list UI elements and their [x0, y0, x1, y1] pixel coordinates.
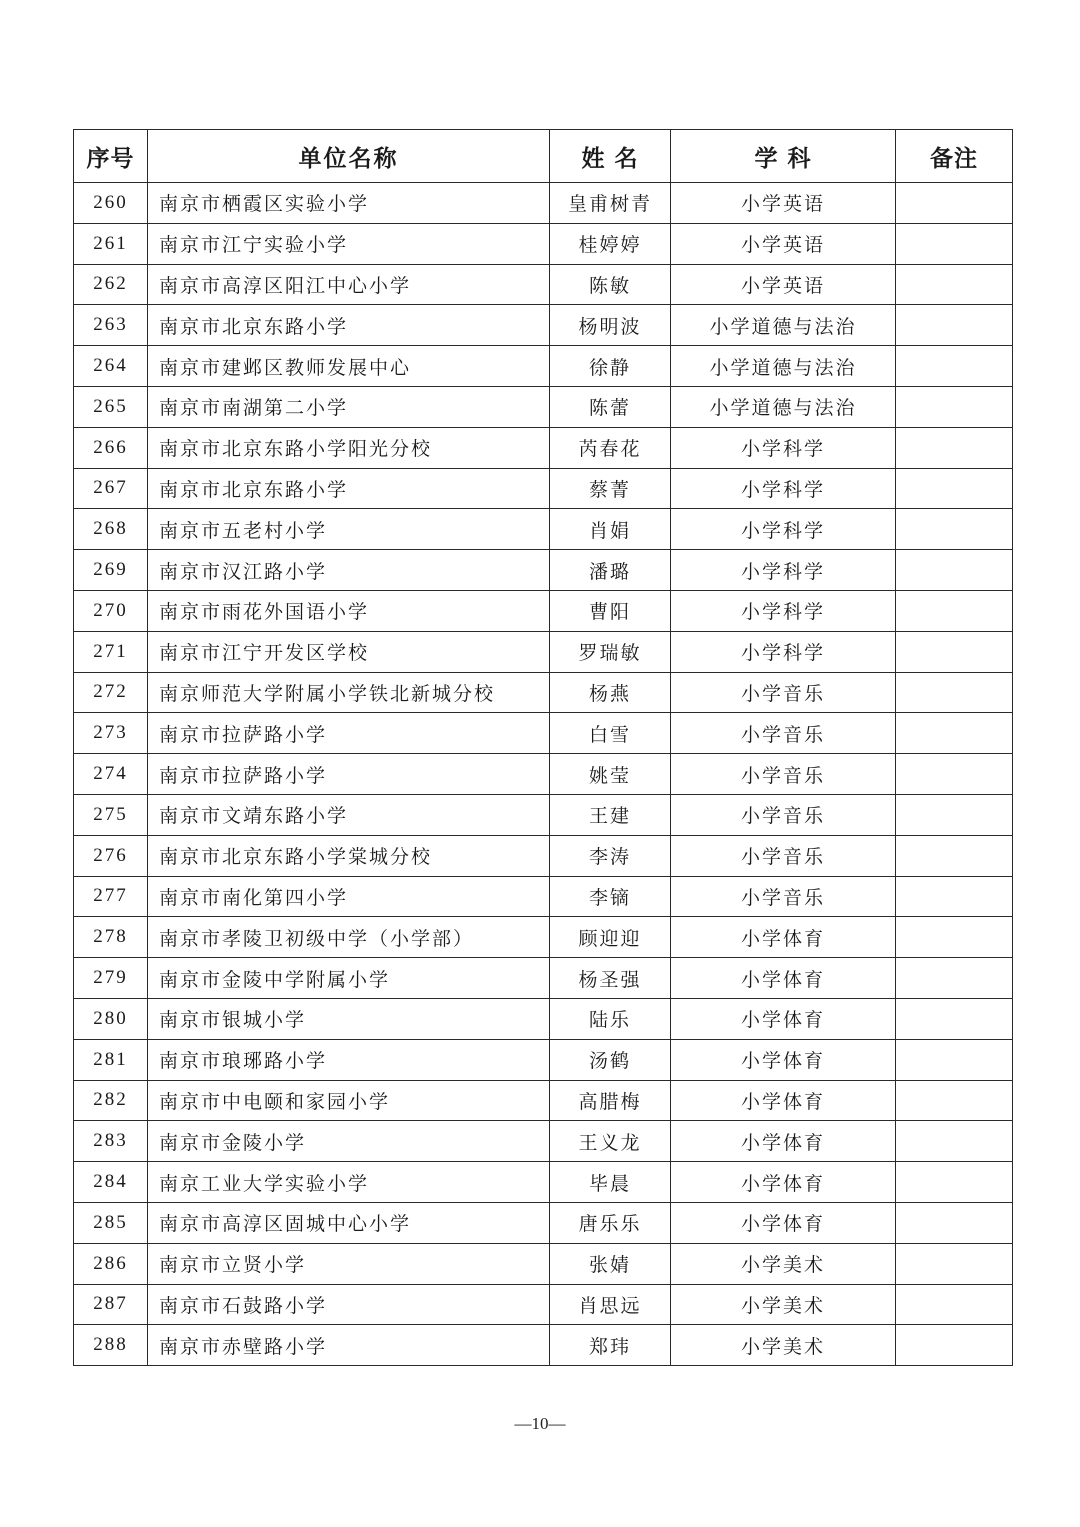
serial-number-cell: 285 [74, 1202, 148, 1243]
table-row [74, 1121, 1013, 1162]
unit-name-cell: 南京工业大学实验小学 [148, 1162, 550, 1203]
serial-number-cell: 274 [74, 754, 148, 795]
subject-cell: 小学美术 [671, 1284, 896, 1325]
unit-name-cell: 南京市建邺区教师发展中心 [148, 346, 550, 387]
subject-cell: 小学科学 [671, 427, 896, 468]
serial-number-cell: 268 [74, 509, 148, 550]
note-cell [896, 264, 1013, 305]
person-name-cell: 陈蕾 [550, 386, 671, 427]
person-name-cell: 曹阳 [550, 590, 671, 631]
subject-cell: 小学体育 [671, 1202, 896, 1243]
unit-name-cell: 南京市江宁开发区学校 [148, 631, 550, 672]
table-row [74, 305, 1013, 346]
subject-cell: 小学科学 [671, 468, 896, 509]
header-person-name: 姓 名 [550, 130, 671, 183]
person-name-cell: 李涛 [550, 835, 671, 876]
roster-table [73, 129, 1013, 1366]
unit-name-cell: 南京市金陵中学附属小学 [148, 958, 550, 999]
unit-name-cell: 南京市江宁实验小学 [148, 223, 550, 264]
subject-cell: 小学体育 [671, 1080, 896, 1121]
table-body [74, 183, 1013, 1366]
person-name-cell: 白雪 [550, 713, 671, 754]
serial-number-cell: 264 [74, 346, 148, 387]
note-cell [896, 305, 1013, 346]
subject-cell: 小学音乐 [671, 754, 896, 795]
person-name-cell: 王建 [550, 794, 671, 835]
person-name-cell: 陆乐 [550, 998, 671, 1039]
subject-cell: 小学英语 [671, 264, 896, 305]
note-cell [896, 754, 1013, 795]
table-row [74, 1202, 1013, 1243]
person-name-cell: 唐乐乐 [550, 1202, 671, 1243]
serial-number-cell: 263 [74, 305, 148, 346]
person-name-cell: 芮春花 [550, 427, 671, 468]
note-cell [896, 1243, 1013, 1284]
note-cell [896, 713, 1013, 754]
table-row [74, 1080, 1013, 1121]
unit-name-cell: 南京市拉萨路小学 [148, 754, 550, 795]
note-cell [896, 672, 1013, 713]
header-row [74, 130, 1013, 183]
table-row [74, 631, 1013, 672]
table-row [74, 917, 1013, 958]
subject-cell: 小学音乐 [671, 794, 896, 835]
table-row [74, 346, 1013, 387]
person-name-cell: 潘璐 [550, 550, 671, 591]
serial-number-cell: 275 [74, 794, 148, 835]
person-name-cell: 肖思远 [550, 1284, 671, 1325]
subject-cell: 小学体育 [671, 958, 896, 999]
person-name-cell: 郑玮 [550, 1325, 671, 1366]
table-row [74, 264, 1013, 305]
unit-name-cell: 南京市中电颐和家园小学 [148, 1080, 550, 1121]
person-name-cell: 罗瑞敏 [550, 631, 671, 672]
unit-name-cell: 南京市雨花外国语小学 [148, 590, 550, 631]
serial-number-cell: 271 [74, 631, 148, 672]
table-row [74, 386, 1013, 427]
unit-name-cell: 南京市高淳区阳江中心小学 [148, 264, 550, 305]
subject-cell: 小学道德与法治 [671, 305, 896, 346]
note-cell [896, 509, 1013, 550]
subject-cell: 小学体育 [671, 1162, 896, 1203]
table-row [74, 183, 1013, 224]
unit-name-cell: 南京市金陵小学 [148, 1121, 550, 1162]
serial-number-cell: 269 [74, 550, 148, 591]
person-name-cell: 高腊梅 [550, 1080, 671, 1121]
note-cell [896, 590, 1013, 631]
unit-name-cell: 南京市北京东路小学阳光分校 [148, 427, 550, 468]
note-cell [896, 1284, 1013, 1325]
person-name-cell: 王义龙 [550, 1121, 671, 1162]
unit-name-cell: 南京市南湖第二小学 [148, 386, 550, 427]
unit-name-cell: 南京市文靖东路小学 [148, 794, 550, 835]
header-unit-name: 单位名称 [148, 130, 550, 183]
unit-name-cell: 南京市南化第四小学 [148, 876, 550, 917]
note-cell [896, 1325, 1013, 1366]
table-row [74, 998, 1013, 1039]
table-row [74, 835, 1013, 876]
unit-name-cell: 南京市高淳区固城中心小学 [148, 1202, 550, 1243]
serial-number-cell: 283 [74, 1121, 148, 1162]
table-row [74, 958, 1013, 999]
unit-name-cell: 南京市石鼓路小学 [148, 1284, 550, 1325]
subject-cell: 小学英语 [671, 183, 896, 224]
table-row [74, 1243, 1013, 1284]
person-name-cell: 徐静 [550, 346, 671, 387]
table-row [74, 1039, 1013, 1080]
person-name-cell: 蔡菁 [550, 468, 671, 509]
unit-name-cell: 南京市北京东路小学 [148, 305, 550, 346]
note-cell [896, 917, 1013, 958]
subject-cell: 小学音乐 [671, 835, 896, 876]
serial-number-cell: 267 [74, 468, 148, 509]
unit-name-cell: 南京市栖霞区实验小学 [148, 183, 550, 224]
table-row [74, 223, 1013, 264]
serial-number-cell: 277 [74, 876, 148, 917]
table-row [74, 550, 1013, 591]
note-cell [896, 550, 1013, 591]
note-cell [896, 386, 1013, 427]
person-name-cell: 陈敏 [550, 264, 671, 305]
subject-cell: 小学体育 [671, 917, 896, 958]
subject-cell: 小学科学 [671, 631, 896, 672]
person-name-cell: 杨燕 [550, 672, 671, 713]
serial-number-cell: 286 [74, 1243, 148, 1284]
serial-number-cell: 281 [74, 1039, 148, 1080]
table-row [74, 1162, 1013, 1203]
subject-cell: 小学音乐 [671, 672, 896, 713]
note-cell [896, 183, 1013, 224]
subject-cell: 小学道德与法治 [671, 386, 896, 427]
subject-cell: 小学音乐 [671, 876, 896, 917]
table-row [74, 468, 1013, 509]
table-row [74, 1284, 1013, 1325]
table-row [74, 794, 1013, 835]
serial-number-cell: 261 [74, 223, 148, 264]
unit-name-cell: 南京市银城小学 [148, 998, 550, 1039]
unit-name-cell: 南京市北京东路小学棠城分校 [148, 835, 550, 876]
note-cell [896, 1202, 1013, 1243]
person-name-cell: 李镝 [550, 876, 671, 917]
person-name-cell: 张婧 [550, 1243, 671, 1284]
unit-name-cell: 南京市琅琊路小学 [148, 1039, 550, 1080]
table-row [74, 509, 1013, 550]
person-name-cell: 毕晨 [550, 1162, 671, 1203]
table-row [74, 1325, 1013, 1366]
subject-cell: 小学美术 [671, 1325, 896, 1366]
note-cell [896, 835, 1013, 876]
subject-cell: 小学体育 [671, 998, 896, 1039]
unit-name-cell: 南京市拉萨路小学 [148, 713, 550, 754]
unit-name-cell: 南京市孝陵卫初级中学（小学部） [148, 917, 550, 958]
serial-number-cell: 262 [74, 264, 148, 305]
note-cell [896, 1162, 1013, 1203]
serial-number-cell: 280 [74, 998, 148, 1039]
subject-cell: 小学体育 [671, 1121, 896, 1162]
table-row [74, 754, 1013, 795]
person-name-cell: 桂婷婷 [550, 223, 671, 264]
table-row [74, 590, 1013, 631]
serial-number-cell: 284 [74, 1162, 148, 1203]
person-name-cell: 姚莹 [550, 754, 671, 795]
serial-number-cell: 265 [74, 386, 148, 427]
serial-number-cell: 288 [74, 1325, 148, 1366]
person-name-cell: 汤鹤 [550, 1039, 671, 1080]
subject-cell: 小学体育 [671, 1039, 896, 1080]
header-note: 备注 [896, 130, 1013, 183]
subject-cell: 小学科学 [671, 550, 896, 591]
serial-number-cell: 278 [74, 917, 148, 958]
note-cell [896, 427, 1013, 468]
unit-name-cell: 南京市赤壁路小学 [148, 1325, 550, 1366]
note-cell [896, 998, 1013, 1039]
note-cell [896, 1080, 1013, 1121]
subject-cell: 小学科学 [671, 590, 896, 631]
table-row [74, 713, 1013, 754]
unit-name-cell: 南京市五老村小学 [148, 509, 550, 550]
person-name-cell: 皇甫树青 [550, 183, 671, 224]
serial-number-cell: 260 [74, 183, 148, 224]
note-cell [896, 468, 1013, 509]
note-cell [896, 1121, 1013, 1162]
note-cell [896, 876, 1013, 917]
note-cell [896, 346, 1013, 387]
note-cell [896, 223, 1013, 264]
subject-cell: 小学英语 [671, 223, 896, 264]
serial-number-cell: 273 [74, 713, 148, 754]
person-name-cell: 顾迎迎 [550, 917, 671, 958]
note-cell [896, 631, 1013, 672]
serial-number-cell: 266 [74, 427, 148, 468]
table-row [74, 427, 1013, 468]
serial-number-cell: 272 [74, 672, 148, 713]
person-name-cell: 肖娟 [550, 509, 671, 550]
header-subject: 学 科 [671, 130, 896, 183]
table-row [74, 672, 1013, 713]
unit-name-cell: 南京市立贤小学 [148, 1243, 550, 1284]
serial-number-cell: 279 [74, 958, 148, 999]
person-name-cell: 杨明波 [550, 305, 671, 346]
unit-name-cell: 南京市北京东路小学 [148, 468, 550, 509]
note-cell [896, 1039, 1013, 1080]
note-cell [896, 794, 1013, 835]
page-number: —10— [514, 1414, 566, 1433]
subject-cell: 小学道德与法治 [671, 346, 896, 387]
serial-number-cell: 282 [74, 1080, 148, 1121]
person-name-cell: 杨圣强 [550, 958, 671, 999]
subject-cell: 小学科学 [671, 509, 896, 550]
header-serial-number: 序号 [74, 130, 148, 183]
serial-number-cell: 287 [74, 1284, 148, 1325]
subject-cell: 小学美术 [671, 1243, 896, 1284]
note-cell [896, 958, 1013, 999]
table-row [74, 876, 1013, 917]
subject-cell: 小学音乐 [671, 713, 896, 754]
unit-name-cell: 南京市汉江路小学 [148, 550, 550, 591]
unit-name-cell: 南京师范大学附属小学铁北新城分校 [148, 672, 550, 713]
serial-number-cell: 276 [74, 835, 148, 876]
serial-number-cell: 270 [74, 590, 148, 631]
